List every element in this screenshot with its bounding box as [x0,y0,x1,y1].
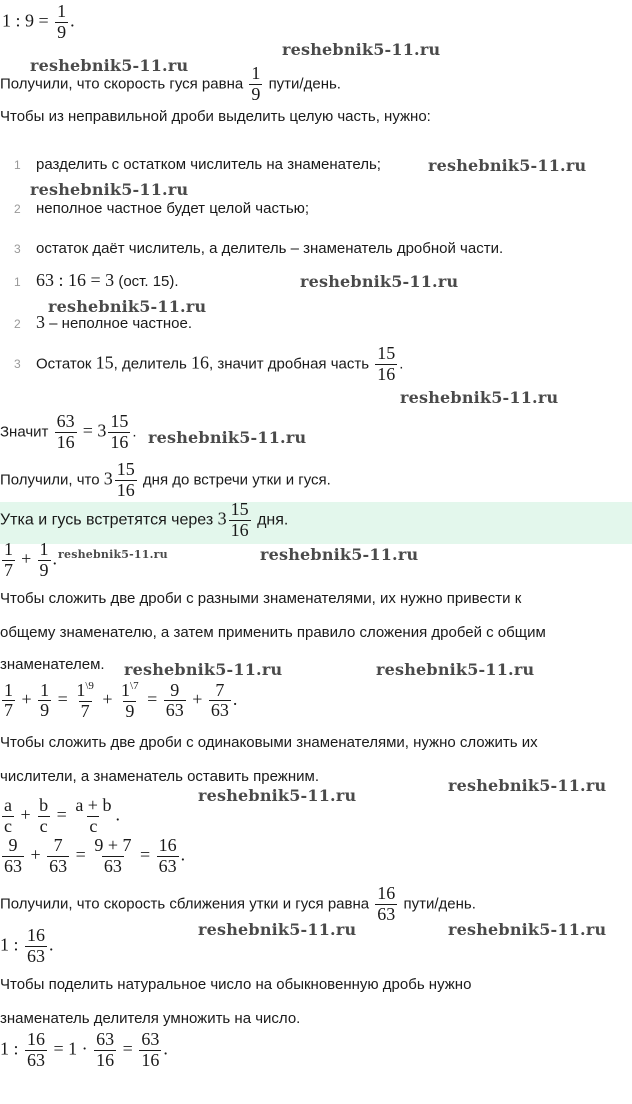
watermark: reshebnik5-11.ru [148,428,307,447]
answer-text: Утка и гусь встретятся через 3 $\frac{15}{16}$ дня. [0,499,289,540]
watermark: reshebnik5-11.ru [376,660,535,679]
watermark: reshebnik5-11.ru [48,297,207,316]
watermark: reshebnik5-11.ru [400,388,559,407]
watermark: reshebnik5-11.ru [282,40,441,59]
equation-6: 1 : $\frac{16}{63}$ . [0,925,54,966]
watermark: reshebnik5-11.ru [448,920,607,939]
paragraph-line: Чтобы поделить натуральное число на обыкновенную дробь нужно [0,976,472,993]
list-item: 2 неполное частное будет целой частью; [14,200,310,217]
watermark: reshebnik5-11.ru [260,545,419,564]
watermark: reshebnik5-11.ru [198,920,357,939]
equation-2: $\frac{1}{7}$ + $\frac{1}{9}$ . [4,539,57,580]
paragraph-line: знаменателем. [0,656,105,673]
list-item: 1 разделить с остатком числитель на знаменатель; [14,156,381,173]
equation-1: 1 : 9 = $\frac{1}{9}$ . [2,1,75,42]
paragraph-result: Значит $\frac{63}{16}$ = 3 $\frac{15}{16}$ . [0,411,137,452]
watermark: reshebnik5-11.ru [30,180,189,199]
watermark: reshebnik5-11.ru [198,786,357,805]
watermark: reshebnik5-11.ru [58,548,168,561]
list-item: 1 63 : 16 = 3 (ост. 15). [14,270,179,290]
watermark: reshebnik5-11.ru [124,660,283,679]
list-item: 3 остаток даёт числитель, а делитель – знаменатель дробной части. [14,240,504,257]
paragraph-line: общему знаменателю, а затем применить правило сложения дробей с общим [0,624,546,641]
watermark: reshebnik5-11.ru [30,56,189,75]
paragraph-line: знаменатель делителя умножить на число. [0,1010,301,1027]
equation-3: $\frac{1}{7}$ + $\frac{1}{9}$ = $\frac{1^{\backslash 9}}{7}$ + $\frac{1^{\backslash 7}}{9}$ = $\frac{9}{63}$ + $\frac{7}{63}$ . [4,679,238,721]
list-item: 2 3 – неполное частное. [14,312,192,332]
watermark: reshebnik5-11.ru [428,156,587,175]
paragraph-approach-speed: Получили, что скорость сближения утки и гуся равна $\frac{16}{63}$ пути/день. [0,883,476,924]
equation-7: 1 : $\frac{16}{63}$ = 1 · $\frac{63}{16}$ = $\frac{63}{16}$ . [0,1029,168,1070]
equation-4: $\frac{a}{c}$ + $\frac{b}{c}$ = $\frac{a + b}{c}$ . [4,795,120,836]
list-item: 3 Остаток 15, делитель 16, значит дробная часть $\frac{15}{16}$ . [14,343,404,384]
watermark: reshebnik5-11.ru [300,272,459,291]
watermark: reshebnik5-11.ru [448,776,607,795]
paragraph-improper-fraction: Чтобы из неправильной дроби выделить целую часть, нужно: [0,108,431,125]
paragraph-line: Чтобы сложить две дроби с разными знаменателями, их нужно привести к [0,590,522,607]
equation-5: $\frac{9}{63}$ + $\frac{7}{63}$ = $\frac{9 + 7}{63}$ = $\frac{16}{63}$ . [4,835,186,876]
paragraph-days: Получили, что 3 $\frac{15}{16}$ дня до встречи утки и гуся. [0,459,331,500]
paragraph-line: числители, а знаменатель оставить прежним. [0,768,319,785]
paragraph-line: Чтобы сложить две дроби с одинаковыми знаменателями, нужно сложить их [0,734,538,751]
paragraph-goose-speed: Получили, что скорость гуся равна $\frac{1}{9}$ пути/день. [0,63,341,104]
